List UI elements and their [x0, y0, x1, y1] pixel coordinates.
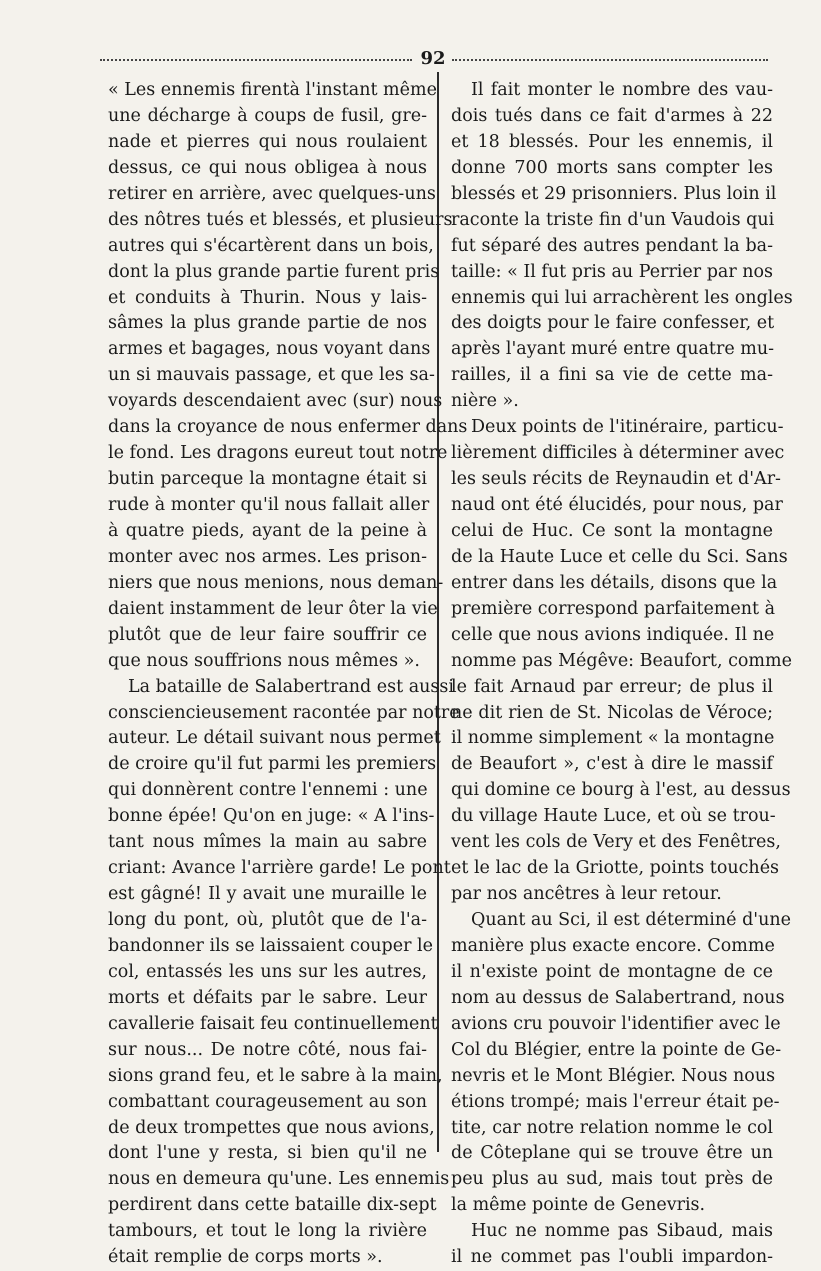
text-line: sâmes la plus grande partie de nos	[108, 313, 427, 334]
text-line: bandonner ils se laissaient couper le	[108, 935, 433, 956]
header-rule-right	[452, 59, 768, 61]
text-line: Huc ne nomme pas Sibaud, mais	[471, 1221, 773, 1242]
paragraph	[451, 908, 791, 1219]
text-line: rude à monter qu'il nous fallait aller	[108, 495, 430, 515]
text-line: dois tués dans ce fait d'armes à 22	[451, 105, 773, 126]
text-line: perdirent dans cette bataille dix-sept	[108, 1195, 437, 1216]
text-line: fut séparé des autres pendant la ba-	[451, 235, 773, 256]
text-line: le fond. Les dragons eureut tout notre	[108, 443, 448, 464]
text-line: col, entassés les uns sur les autres,	[108, 961, 427, 982]
text-line: de la Haute Luce et celle du Sci. Sans	[451, 546, 788, 567]
text-line: et conduits à Thurin. Nous y lais-	[108, 287, 427, 308]
text-line: auteur. Le détail suivant nous permet	[108, 728, 441, 749]
text-line: une décharge à coups de fusil, gre-	[108, 105, 427, 126]
text-line: dans la croyance de nous enfermer dans	[108, 417, 468, 438]
paragraph	[451, 78, 793, 415]
text-line: voyards descendaient avec (sur) nous	[108, 391, 443, 412]
text-line: la même pointe de Genevris.	[451, 1195, 706, 1216]
paragraph	[451, 415, 792, 908]
text-line: niers que nous menions, nous deman-	[108, 572, 444, 593]
text-line: consciencieusement racontée par notre	[108, 702, 460, 723]
text-line: tite, car notre relation nomme le col	[451, 1117, 773, 1138]
text-line: criant: Avance l'arrière garde! Le pont	[108, 858, 451, 879]
text-line: était remplie de corps morts ».	[108, 1247, 383, 1268]
text-line: morts et défaits par le sabre. Leur	[108, 987, 427, 1008]
text-line: ne dit rien de St. Nicolas de Véroce;	[451, 702, 773, 723]
text-line: les seuls récits de Reynaudin et d'Ar-	[451, 469, 781, 490]
text-line: nière ».	[451, 391, 519, 412]
text-line: est gâgné! Il y avait une muraille le	[108, 884, 427, 905]
text-line: un si mauvais passage, et que les sa-	[108, 365, 435, 386]
text-line: vent les cols de Very et des Fenêtres,	[451, 832, 781, 853]
text-line: de Beaufort », c'est à dire le massif	[451, 754, 773, 775]
text-line: le fait Arnaud par erreur; de plus il	[451, 676, 773, 697]
text-line: des doigts pour le faire confesser, et	[451, 313, 775, 334]
text-line: blessés et 29 prisonniers. Plus loin il	[451, 183, 777, 204]
text-line: autres qui s'écartèrent dans un bois,	[108, 235, 434, 256]
text-line: dont l'une y resta, si bien qu'il ne	[108, 1143, 427, 1164]
text-line: tambours, et tout le long la rivière	[108, 1221, 427, 1242]
text-line: Quant au Sci, il est déterminé d'une	[471, 910, 791, 930]
paragraph	[108, 675, 460, 1271]
text-line: armes et bagages, nous voyant dans	[108, 339, 431, 360]
text-line: cavallerie faisait feu continuellement	[108, 1013, 438, 1034]
right-column	[451, 78, 793, 1271]
text-line: railles, il a fini sa vie de cette ma-	[451, 365, 773, 386]
text-line: il ne commet pas l'oubli impardon-	[451, 1247, 773, 1268]
text-line: du village Haute Luce, et où se trou-	[451, 806, 776, 827]
text-line: Col du Blégier, entre la pointe de Ge-	[451, 1039, 782, 1060]
page-header	[100, 47, 768, 71]
text-line: il n'existe point de montagne de ce	[451, 961, 773, 982]
left-column	[108, 78, 468, 1271]
text-line: Il fait monter le nombre des vau-	[471, 80, 773, 100]
text-line: par nos ancêtres à leur retour.	[451, 884, 722, 905]
text-line: bonne épée! Qu'on en juge: « A l'ins-	[108, 806, 435, 827]
text-line: étions trompé; mais l'erreur était pe-	[451, 1091, 780, 1112]
text-line: entrer dans les détails, disons que la	[451, 572, 778, 593]
text-line: des nôtres tués et blessés, et plusieurs	[108, 209, 453, 230]
text-line: de Côteplane qui se trouve être un	[451, 1143, 773, 1164]
paragraph	[451, 1219, 773, 1271]
text-line: qui domine ce bourg à l'est, au dessus	[451, 780, 791, 801]
text-line: monter avec nos armes. Les prison-	[108, 546, 427, 567]
text-line: La bataille de Salabertrand est aussi	[128, 676, 454, 697]
text-line: avions cru pouvoir l'identifier avec le	[451, 1013, 781, 1034]
header-rule-left	[100, 59, 412, 61]
text-line: et le lac de la Griotte, points touchés	[451, 858, 780, 879]
text-line: « Les ennemis firentà l'instant même	[108, 80, 437, 100]
text-line: à quatre pieds, ayant de la peine à	[108, 520, 427, 541]
text-line: celui de Huc. Ce sont la montagne	[451, 520, 773, 541]
text-line: plutôt que de leur faire souffrir ce	[108, 624, 427, 645]
text-line: nomme pas Mégêve: Beaufort, comme	[451, 650, 792, 671]
page-number: 92	[420, 48, 446, 69]
text-line: première correspond parfaitement à	[451, 598, 776, 619]
text-line: qui donnèrent contre l'ennemi : une	[108, 780, 428, 801]
paragraph	[108, 78, 468, 675]
text-line: que nous souffrions nous mêmes ».	[108, 650, 420, 671]
text-line: butin parceque la montagne était si	[108, 469, 427, 490]
text-line: Deux points de l'itinéraire, particu-	[471, 417, 784, 438]
text-line: combattant courageusement au son	[108, 1091, 427, 1112]
text-line: tant nous mîmes la main au sabre	[108, 832, 427, 853]
text-line: retirer en arrière, avec quelques-uns	[108, 183, 436, 204]
text-line: de croire qu'il fut parmi les premiers	[108, 754, 437, 775]
text-line: celle que nous avions indiquée. Il ne	[451, 624, 775, 645]
text-line: il nomme simplement « la montagne	[451, 728, 775, 749]
text-line: de deux trompettes que nous avions,	[108, 1117, 435, 1138]
text-line: et 18 blessés. Pour les ennemis, il	[451, 131, 773, 152]
text-line: nade et pierres qui nous roulaient	[108, 131, 427, 152]
text-line: ennemis qui lui arrachèrent les ongles	[451, 287, 793, 308]
text-line: dont la plus grande partie furent pris	[108, 261, 440, 282]
text-line: nom au dessus de Salabertrand, nous	[451, 987, 785, 1008]
text-line: sions grand feu, et le sabre à la main,	[108, 1065, 443, 1086]
text-line: après l'ayant muré entre quatre mu-	[451, 339, 775, 360]
text-line: peu plus au sud, mais tout près de	[451, 1169, 773, 1190]
text-line: daient instamment de leur ôter la vie	[108, 598, 438, 619]
text-line: nevris et le Mont Blégier. Nous nous	[451, 1065, 776, 1086]
text-line: dessus, ce qui nous obligea à nous	[108, 157, 427, 178]
text-line: raconte la triste fin d'un Vaudois qui	[451, 209, 775, 230]
text-line: taille: « Il fut pris au Perrier par nos	[451, 261, 774, 282]
text-line: lièrement difficiles à déterminer avec	[451, 443, 785, 464]
text-line: nous en demeura qu'une. Les ennemis	[108, 1169, 450, 1190]
text-line: naud ont été élucidés, pour nous, par	[451, 495, 783, 515]
text-line: donne 700 morts sans compter les	[451, 157, 773, 178]
text-line: sur nous... De notre côté, nous fai-	[108, 1039, 427, 1060]
text-line: long du pont, où, plutôt que de l'a-	[108, 910, 427, 930]
text-line: manière plus exacte encore. Comme	[451, 935, 775, 956]
